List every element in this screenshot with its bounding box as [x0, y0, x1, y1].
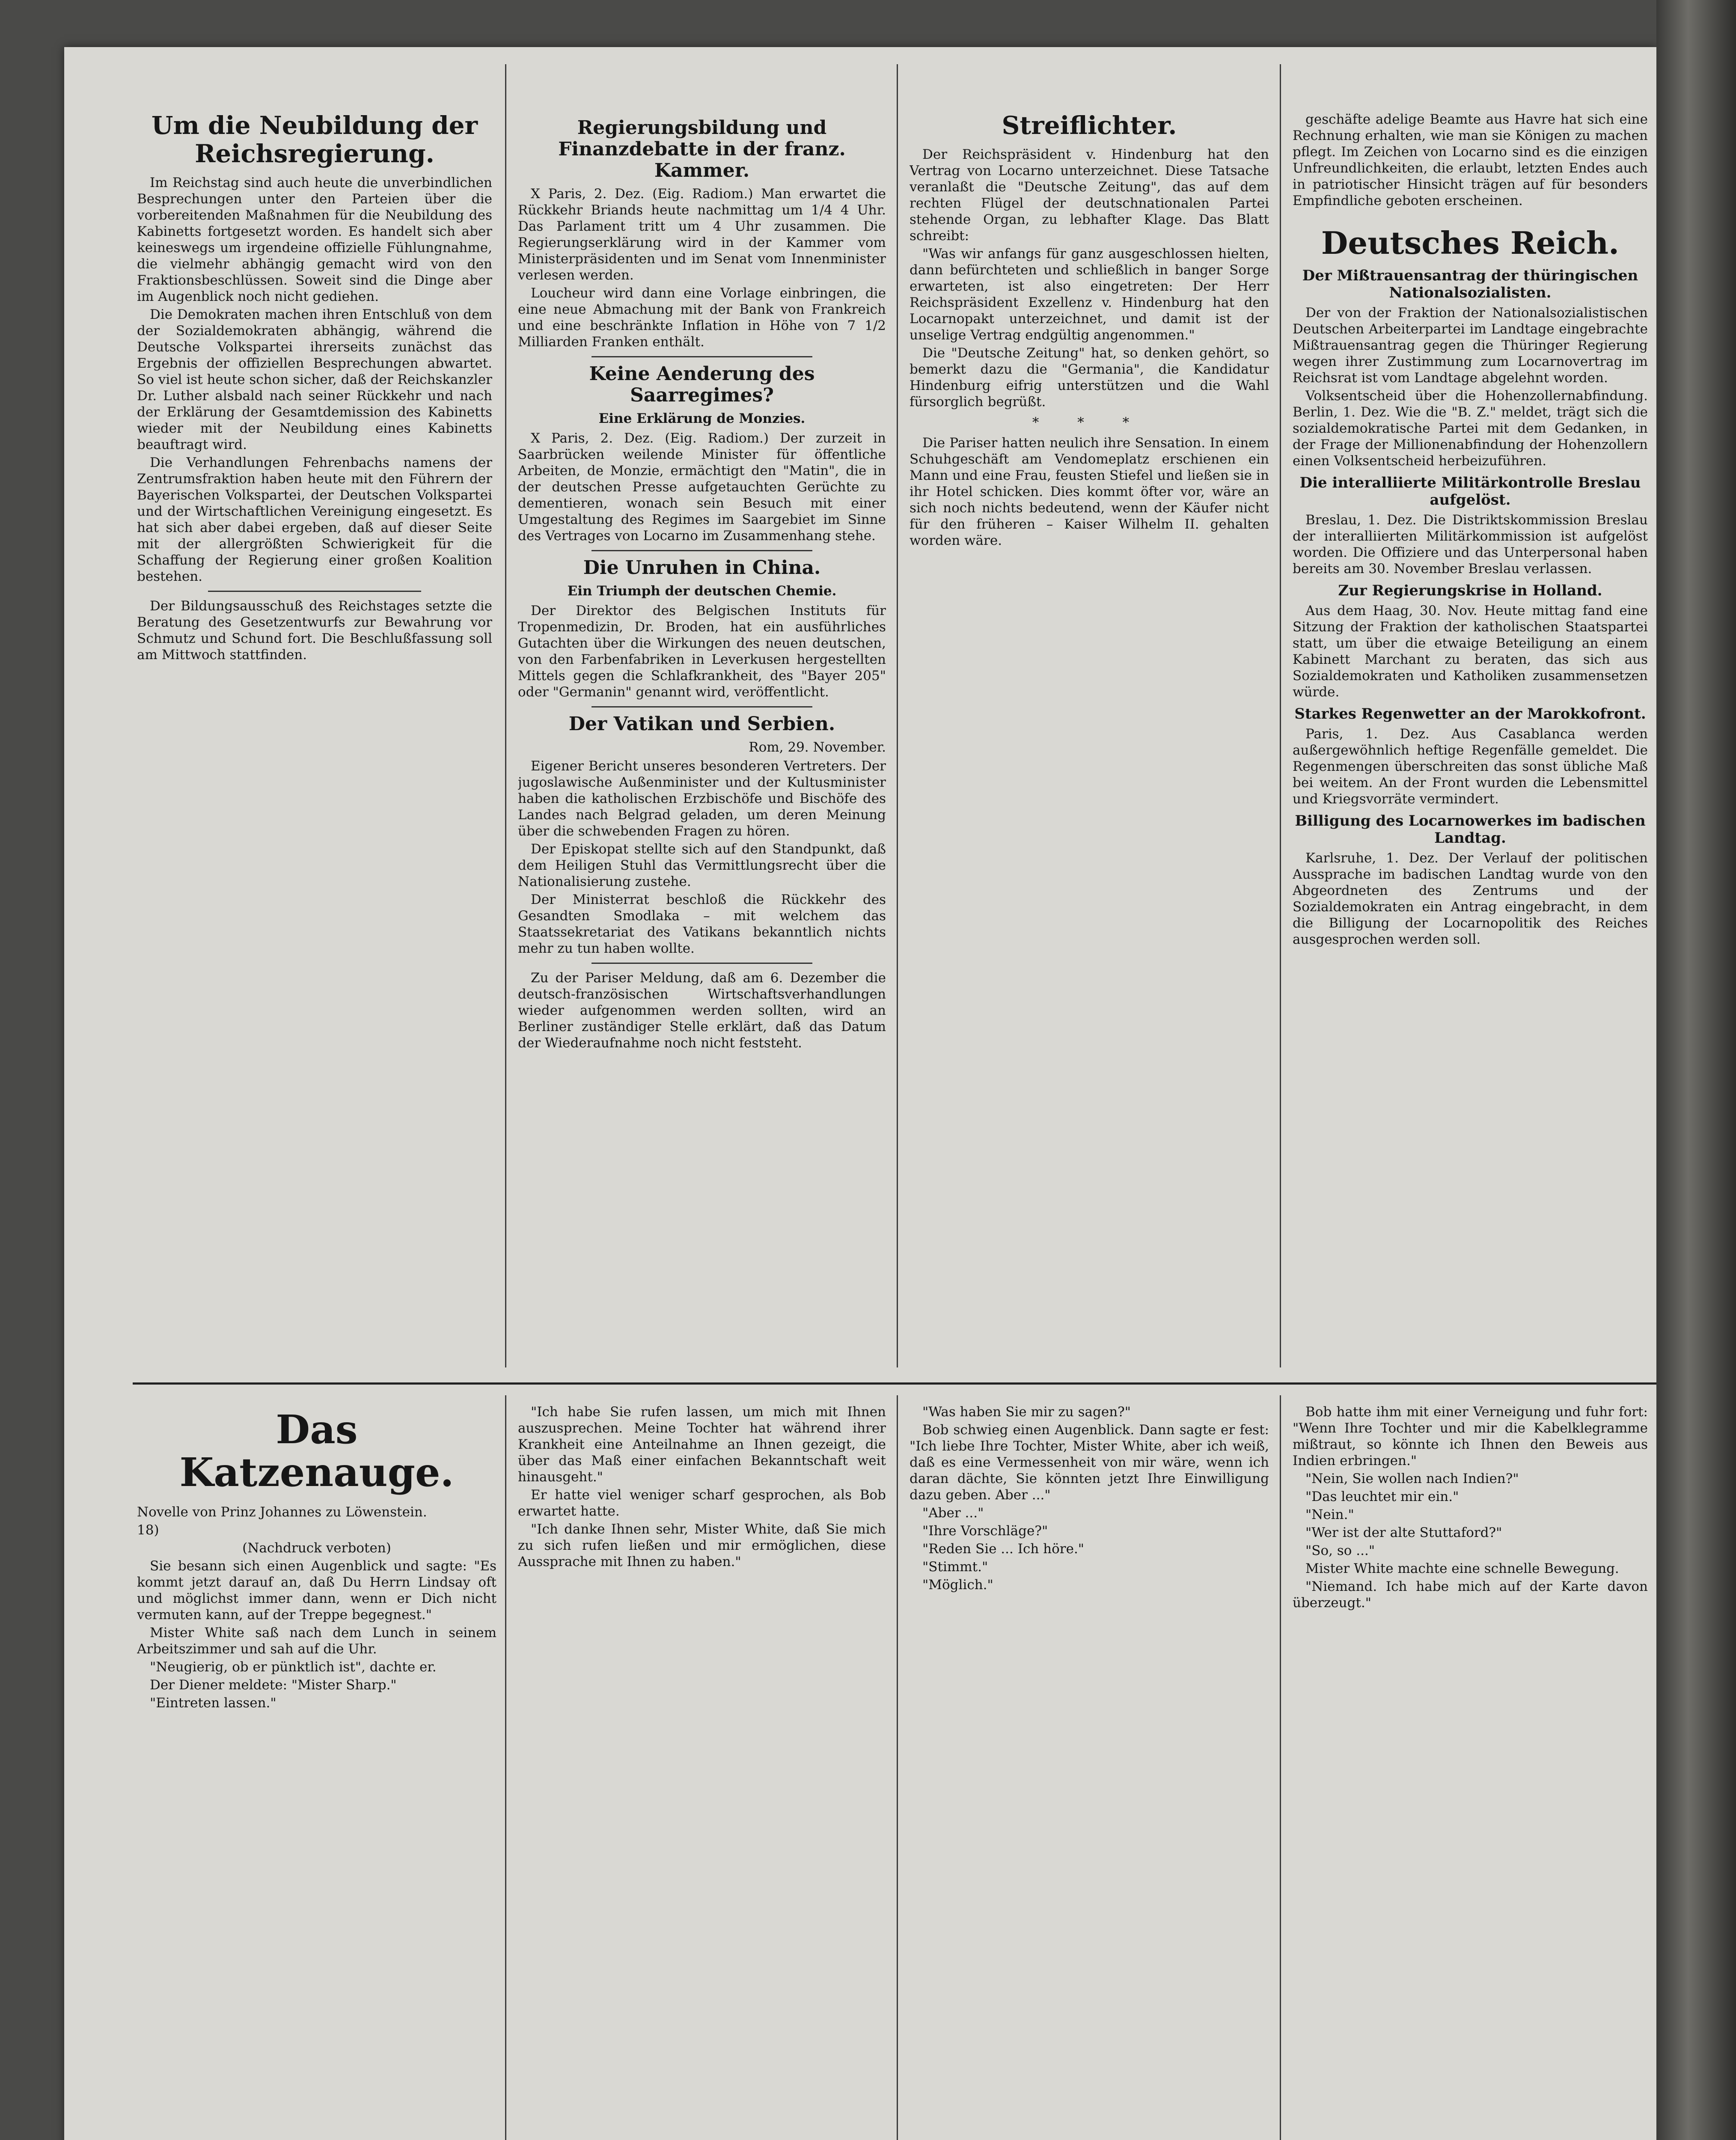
paragraph: Die "Deutsche Zeitung" hat, so denken gehört, so bemerkt dazu die "Germania", die Kandidatur Hindenburg eifrig unterstützen und die Wahl fürsorglich begrüßt.	[910, 345, 1269, 410]
paragraph: "Was wir anfangs für ganz ausgeschlossen hielten, dann befürchteten und schließlich in banger Sorge erwarteten, ist also eingetreten: Der Herr Reichspräsident Exzellenz v. Hindenburg hat den Locarnopakt unterzeichnet, und damit ist der unselige Vertrag endgültig angenommen."	[910, 246, 1269, 343]
article-subtitle: Ein Triumph der deutschen Chemie.	[567, 583, 837, 599]
paragraph: Bob hatte ihm mit einer Verneigung und fuhr fort: "Wenn Ihre Tochter und mir die Kabelklegramme mißtraut, so könnte ich Ihnen den Beweis aus Indien erbringen."	[1293, 1404, 1648, 1468]
article-subtitle: Eine Erklärung de Monzies.	[598, 411, 806, 426]
paragraph: "Das leuchtet mir ein."	[1305, 1489, 1459, 1504]
paragraph: X Paris, 2. Dez. (Eig. Radiom.) Man erwartet die Rückkehr Briands heute nachmittag um 1/4 4 Uhr. Das Parlament tritt um 4 Uhr zusammen. Die Regierungserklärung wird in der Kammer vom Ministerpräsidenten und im Senat vom Innenminister verlesen werden.	[518, 186, 886, 283]
article-title: Keine Aenderung des Saarregimes?	[589, 363, 815, 406]
column-1	[137, 111, 492, 1370]
paragraph: Mister White saß nach dem Lunch in seinem Arbeitszimmer und sah auf die Uhr.	[137, 1625, 496, 1657]
feuilleton-rule	[133, 1382, 1656, 1385]
paragraph: Er hatte viel weniger scharf gesprochen, als Bob erwartet hatte.	[518, 1487, 886, 1519]
article-title: Der Mißtrauensantrag der thüringischen Nationalsozialisten.	[1302, 267, 1638, 301]
paragraph: "Nein, Sie wollen nach Indien?"	[1305, 1471, 1519, 1486]
paragraph: "Nein."	[1305, 1507, 1354, 1522]
column-rule	[1280, 64, 1281, 1367]
section-ornament: * * *	[1032, 415, 1147, 430]
divider	[592, 963, 812, 964]
paragraph: "Möglich."	[922, 1577, 993, 1593]
article-title: Streiflichter.	[1002, 111, 1177, 140]
article-title: Die Unruhen in China.	[583, 557, 821, 579]
divider	[592, 706, 812, 707]
paragraph: Paris, 1. Dez. Aus Casablanca werden außergewöhnlich heftige Regenfälle gemeldet. Die Regenmengen überschreiten das sonst übliche Maß bei weitem. An der Front wurden die Lebensmittel und Kriegsvorräte vermindert.	[1293, 726, 1648, 807]
article-title: Starkes Regenwetter an der Marokkofront.	[1294, 705, 1646, 722]
paragraph: "So, so ..."	[1305, 1543, 1375, 1558]
paragraph: Der von der Fraktion der Nationalsozialistischen Deutschen Arbeiterpartei im Landtage eingebrachte Mißtrauensantrag gegen die Thüringer Regierung wegen ihrer Zustimmung zum Locarnovertrag im Reichsrat ist vom Landtage abgelehnt worden.	[1293, 305, 1648, 386]
paragraph: Die Pariser hatten neulich ihre Sensation. In einem Schuhgeschäft am Vendomeplatz erschienen ein Mann und eine Frau, feusten Stiefel und ließen sie in ihr Hotel schicken. Dies kommt öfter vor, wäre an sich noch nichts bedeutend, wenn der Käufer nicht für den früheren – Kaiser Wilhelm II. gehalten worden wäre.	[910, 435, 1269, 548]
paragraph: Karlsruhe, 1. Dez. Der Verlauf der politischen Aussprache im badischen Landtag wurde von den Abgeordneten des Zentrums und der Sozialdemokraten ein Antrag eingebracht, in dem die Billigung der Locarnopolitik des Reiches ausgesprochen werden soll.	[1293, 850, 1648, 947]
divider	[208, 591, 421, 592]
article-title: Regierungsbildung und Finanzdebatte in der franz. Kammer.	[558, 117, 846, 181]
column-3	[910, 111, 1269, 1370]
paragraph: Der Bildungsausschuß des Reichstages setzte die Beratung des Gesetzentwurfs zur Bewahrung vor Schmutz und Schund fort. Die Beschlußfassung soll am Mittwoch stattfinden.	[137, 598, 492, 663]
novel-title: Das Katzenauge.	[179, 1406, 454, 1495]
paragraph: "Aber ..."	[922, 1505, 984, 1521]
paragraph: Bob schwieg einen Augenblick. Dann sagte er fest: "Ich liebe Ihre Tochter, Mister White, aber ich weiß, daß es eine Vermessenheit von mir wäre, wenn ich daran dächte, Sie könnten jetzt Ihre Einwilligung dazu geben. Aber ..."	[910, 1422, 1269, 1503]
column-rule	[1280, 1395, 1281, 2140]
column-4	[1293, 111, 1648, 1370]
column-rule	[897, 64, 898, 1367]
paragraph: Mister White machte eine schnelle Bewegung.	[1305, 1561, 1619, 1576]
novel-column-a	[137, 1404, 496, 2140]
divider	[592, 550, 812, 551]
paragraph: Eigener Bericht unseres besonderen Vertreters. Der jugoslawische Außenminister und der Kultusminister haben die katholischen Erzbischöfe und Bischöfe des Landes nach Belgrad geladen, um deren Meinung über die schwebenden Fragen zu hören.	[518, 758, 886, 839]
divider	[592, 356, 812, 357]
reprint-notice: (Nachdruck verboten)	[242, 1540, 391, 1556]
article-title: Die interalliierte Militärkontrolle Breslau aufgelöst.	[1299, 474, 1641, 508]
novel-column-b	[518, 1404, 886, 2140]
paragraph: Der Diener meldete: "Mister Sharp."	[150, 1677, 397, 1693]
paragraph: Der Ministerrat beschloß die Rückkehr des Gesandten Smodlaka – mit welchem das Staatssekretariat des Vatikans bekanntlich nichts mehr zu tun haben wollte.	[518, 892, 886, 956]
article-title: Billigung des Locarnowerkes im badischen Landtag.	[1295, 812, 1646, 847]
article-title: Zur Regierungskrise in Holland.	[1338, 582, 1602, 599]
column-2	[518, 111, 886, 1370]
paragraph: Die Verhandlungen Fehrenbachs namens der Zentrumsfraktion haben heute mit den Führern der Bayerischen Volkspartei, der Deutschen Volkspartei und der Wirtschaftlichen Vereinigung eingesetzt. Es hat sich aber dabei ergeben, daß auf dieser Seite mit der allergrößten Schwierigkeit für die Schaffung der Regierung einer großen Koalition bestehen.	[137, 455, 492, 584]
column-rule	[897, 1395, 898, 2140]
paragraph: Aus dem Haag, 30. Nov. Heute mittag fand eine Sitzung der Fraktion der katholischen Staatspartei statt, um über die etwaige Beteiligung an einem Kabinett Marchant zu beraten, das sich aus Sozialdemokraten und Katholiken zusammensetzen würde.	[1293, 603, 1648, 700]
paragraph: Breslau, 1. Dez. Die Distriktskommission Breslau der interalliierten Militärkommission ist aufgelöst worden. Die Offiziere und das Unterpersonal haben bereits am 30. November Breslau verlassen.	[1293, 512, 1648, 577]
article-title: Der Vatikan und Serbien.	[568, 713, 835, 735]
scan-border	[1656, 0, 1736, 2140]
novel-column-d	[1293, 1404, 1648, 2140]
section-title: Deutsches Reich.	[1321, 225, 1620, 261]
novel-number: 18)	[137, 1522, 159, 1538]
paragraph: "Ich habe Sie rufen lassen, um mich mit Ihnen auszusprechen. Meine Tochter hat während ihrer Krankheit eine Anteilnahme an Ihnen gezeigt, die über das Maß einer einfachen Bekanntschaft weit hinausgeht."	[518, 1404, 886, 1485]
paragraph: Der Reichspräsident v. Hindenburg hat den Vertrag von Locarno unterzeichnet. Diese Tatsache veranlaßt die "Deutsche Zeitung", das auf dem rechten Flügel der deutschnationalen Partei stehende Organ, zu lebhafter Klage. Das Blatt schreibt:	[910, 147, 1269, 244]
column-rule	[505, 1395, 506, 2140]
column-rule	[505, 64, 506, 1367]
paragraph: "Ihre Vorschläge?"	[922, 1523, 1048, 1539]
paragraph: "Reden Sie ... Ich höre."	[922, 1541, 1085, 1557]
paragraph: Die Demokraten machen ihren Entschluß von dem der Sozialdemokraten abhängig, während die Deutsche Volkspartei ihrerseits zunächst das Ergebnis der offiziellen Besprechungen abwartet. So viel ist heute schon sicher, daß der Reichskanzler Dr. Luther alsbald nach seiner Rückkehr und nach der Erklärung der Gesamtdemission des Kabinetts wieder mit der Neubildung eines Kabinetts beauftragt wird.	[137, 307, 492, 452]
paragraph: Zu der Pariser Meldung, daß am 6. Dezember die deutsch-französischen Wirtschaftsverhandlungen wieder aufgenommen werden sollten, wird an Berliner zuständiger Stelle erklärt, daß das Datum der Wiederaufnahme noch nicht feststeht.	[518, 970, 886, 1051]
paragraph: "Neugierig, ob er pünktlich ist", dachte er.	[150, 1659, 437, 1675]
dateline: Rom, 29. November.	[749, 740, 886, 755]
novel-subtitle: Novelle von Prinz Johannes zu Löwenstein.	[137, 1504, 427, 1520]
article-title: Um die Neubildung der Reichsregierung.	[151, 111, 478, 168]
paragraph: "Ich danke Ihnen sehr, Mister White, daß Sie mich zu sich rufen ließen und mir ermöglichen, diese Aussprache mit Ihnen zu haben."	[518, 1522, 886, 1569]
novel-column-c	[910, 1404, 1269, 2140]
paragraph: geschäfte adelige Beamte aus Havre hat sich eine Rechnung erhalten, wie man sie Königen zu machen pflegt. Im Zeichen von Locarno sind es die einzigen Unfreundlichkeiten, die erlaubt, letzten Endes auch in patriotischer Hinsicht trägen auf für besonders Empfindliche geboten erscheinen.	[1293, 112, 1648, 208]
paragraph: Loucheur wird dann eine Vorlage einbringen, die eine neue Abmachung mit der Bank von Frankreich und eine beschränkte Inflation in Höhe von 7 1/2 Milliarden Franken enthält.	[518, 285, 886, 350]
paragraph: "Eintreten lassen."	[150, 1695, 276, 1711]
paragraph: Der Episkopat stellte sich auf den Standpunkt, daß dem Heiligen Stuhl das Vermittlungsrecht über die Nationalisierung zustehe.	[518, 841, 886, 889]
paragraph: Sie besann sich einen Augenblick und sagte: "Es kommt jetzt darauf an, daß Du Herrn Lindsay oft und möglichst immer dann, wenn er Dich nicht vermuten kann, auf der Treppe begegnest."	[137, 1558, 496, 1623]
paragraph: Der Direktor des Belgischen Instituts für Tropenmedizin, Dr. Broden, hat ein ausführliches Gutachten über die Wirkungen des neuen deutschen, von den Farbenfabriken in Leverkusen hergestellten Mittels gegen die Schlafkrankheit, des "Bayer 205" oder "Germanin" genannt wird, veröffentlicht.	[518, 603, 886, 700]
paragraph: Im Reichstag sind auch heute die unverbindlichen Besprechungen unter den Parteien über die vorbereitenden Maßnahmen für die Neubildung des Kabinetts fortgesetzt worden. Es handelt sich aber keineswegs um irgendeine offizielle Fühlungnahme, die vielmehr abhängig gemacht wird von den Fraktionsbeschlüssen. Soweit sind die Dinge aber im Augenblick noch nicht gediehen.	[137, 175, 492, 304]
paragraph: X Paris, 2. Dez. (Eig. Radiom.) Der zurzeit in Saarbrücken weilende Minister für öffentliche Arbeiten, de Monzie, ermächtigt den "Matin", die in der deutschen Presse aufgetauchten Gerüchte zu dementieren, wonach sein Besuch mit einer Umgestaltung des Regimes im Saargebiet im Sinne des Vertrages von Locarno im Zusammenhang stehe.	[518, 431, 886, 544]
paragraph: "Wer ist der alte Stuttaford?"	[1305, 1525, 1502, 1540]
newspaper-page	[64, 47, 1656, 2140]
paragraph: "Was haben Sie mir zu sagen?"	[922, 1404, 1131, 1420]
paragraph: "Stimmt."	[922, 1559, 988, 1575]
paragraph: "Niemand. Ich habe mich auf der Karte davon überzeugt."	[1293, 1579, 1648, 1611]
paragraph: Volksentscheid über die Hohenzollernabfindung. Berlin, 1. Dez. Wie die "B. Z." meldet, trägt sich die sozialdemokratische Partei mit dem Gedanken, in der Frage der Millionenabfindung der Hohenzollern einen Volksentscheid herbeizuführen.	[1293, 388, 1648, 469]
